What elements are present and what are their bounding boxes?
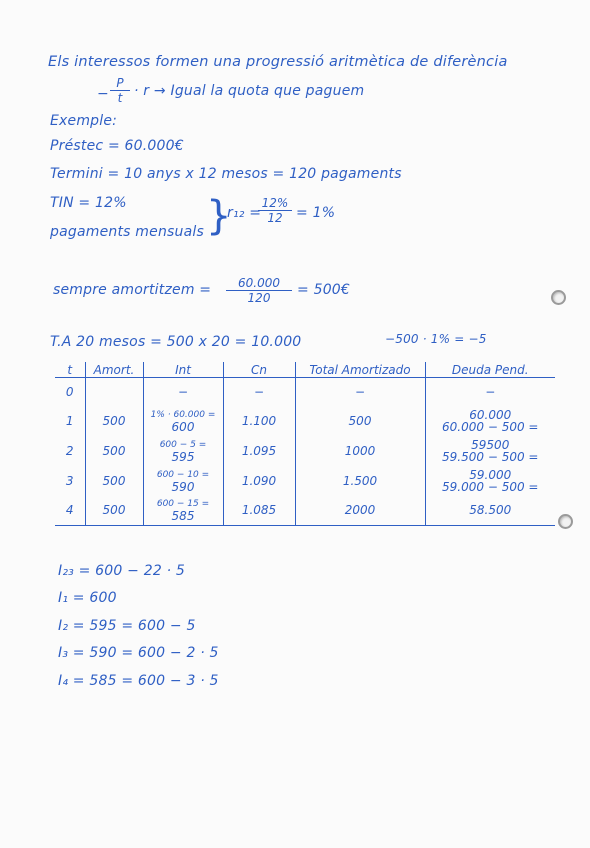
cell-deuda-note: 59500	[471, 437, 510, 452]
cell-cn: 1.100	[223, 406, 295, 436]
cell-total: 1.500	[295, 466, 425, 496]
fraction-p-over-t	[110, 76, 130, 105]
cell-int-note: 600 − 5 =	[159, 439, 207, 450]
amortization-rhs: = 500€	[297, 282, 351, 298]
table-row	[55, 436, 555, 466]
formula-i1: I₁ = 600	[58, 590, 117, 606]
cell-total: 1000	[295, 436, 425, 466]
rate-numerator: 12%	[258, 196, 292, 211]
cell-deuda	[425, 466, 555, 496]
cell-int	[143, 466, 223, 496]
rate-lhs: r₁₂ =	[227, 205, 262, 221]
cell-deuda-value: 60.000 − 500 =	[442, 419, 539, 434]
payments-line: pagaments mensuals	[50, 224, 204, 240]
amortization-numerator: 60.000	[226, 276, 292, 291]
cell-deuda-note: 60.000	[469, 407, 512, 422]
formula-i2: I₂ = 595 = 600 − 5	[58, 618, 196, 634]
header-amort: Amort.	[85, 362, 143, 378]
cell-deuda-value: 59.500 − 500 =	[442, 449, 539, 464]
cell-t: 1	[65, 413, 74, 428]
cell-t: 4	[55, 496, 85, 526]
brace-symbol: }	[206, 193, 232, 239]
cell-amort: 500	[85, 436, 143, 466]
rate-fraction	[258, 196, 292, 225]
cell-amort: 500	[85, 406, 143, 436]
cell-int	[143, 436, 223, 466]
term-line: Termini = 10 anys x 12 mesos = 120 pagaments	[50, 166, 402, 182]
rate-rhs: = 1%	[296, 205, 336, 221]
header-cn: Cn	[223, 362, 295, 378]
cell-t: 2	[65, 443, 74, 458]
fraction-denominator: t	[117, 91, 123, 105]
cell-deuda	[425, 406, 555, 436]
cell-amort	[85, 378, 143, 406]
cell-total: −	[295, 378, 425, 406]
header-total: Total Amortizado	[295, 362, 425, 378]
cell-deuda-note: 59.000	[469, 467, 512, 482]
cell-cn: 1.095	[223, 436, 295, 466]
cell-deuda-value: −	[485, 384, 496, 399]
table-row	[55, 378, 555, 406]
note-line-2-lead: −	[97, 86, 109, 102]
punch-hole-upper	[551, 290, 566, 305]
cell-cn: 1.085	[223, 496, 295, 526]
loan-line: Préstec = 60.000€	[50, 138, 184, 154]
cell-deuda-value: 59.000 − 500 =	[442, 479, 539, 494]
formula-i23: I₂₃ = 600 − 22 · 5	[58, 563, 186, 579]
punch-hole-lower	[558, 514, 573, 529]
diff-line: −500 · 1% = −5	[385, 332, 487, 346]
amortization-table	[55, 362, 555, 526]
cell-int-note: 600 − 15 =	[156, 499, 210, 510]
cell-int-value: 600	[171, 419, 195, 434]
note-line-2-tail: · r → Igual la quota que paguem	[134, 83, 365, 99]
cell-total: 500	[295, 406, 425, 436]
cell-cn: 1.090	[223, 466, 295, 496]
cell-t: 3	[65, 473, 74, 488]
cell-int-note: 600 − 10 =	[156, 469, 210, 480]
example-label: Exemple:	[50, 113, 118, 129]
header-deuda: Deuda Pend.	[425, 362, 555, 378]
cell-amort: 500	[85, 496, 143, 526]
header-int: Int	[143, 362, 223, 378]
cell-amort: 500	[85, 466, 143, 496]
table-row	[55, 496, 555, 526]
table-header-row	[55, 362, 555, 378]
amortization-lead: sempre amortitzem =	[53, 282, 212, 298]
formula-i4: I₄ = 585 = 600 − 3 · 5	[58, 673, 219, 689]
cell-int	[143, 496, 223, 526]
cell-deuda-value: 58.500	[469, 503, 512, 518]
tin-line: TIN = 12%	[50, 195, 127, 211]
table-row	[55, 406, 555, 436]
ta-line: T.A 20 mesos = 500 x 20 = 10.000	[50, 334, 302, 350]
formula-i3: I₃ = 590 = 600 − 2 · 5	[58, 645, 219, 661]
cell-int	[143, 406, 223, 436]
cell-deuda	[425, 378, 555, 406]
amortization-fraction	[226, 276, 292, 305]
amortization-denominator: 120	[247, 291, 271, 305]
fraction-numerator: P	[110, 76, 130, 91]
cell-t: 0	[65, 384, 74, 399]
cell-total: 2000	[295, 496, 425, 526]
note-line-1: Els interessos formen una progressió aritmètica de diferència	[48, 54, 508, 70]
table-row	[55, 466, 555, 496]
rate-denominator: 12	[267, 211, 283, 225]
cell-int-note: 1% · 60.000 =	[150, 409, 216, 420]
cell-int-value: 585	[171, 509, 195, 524]
cell-cn: −	[223, 378, 295, 406]
cell-deuda	[425, 436, 555, 466]
cell-int-value: −	[177, 384, 189, 399]
cell-int-value: 590	[171, 479, 195, 494]
cell-int	[143, 378, 223, 406]
cell-deuda	[425, 496, 555, 526]
header-t: t	[55, 362, 85, 378]
cell-int-value: 595	[171, 449, 195, 464]
